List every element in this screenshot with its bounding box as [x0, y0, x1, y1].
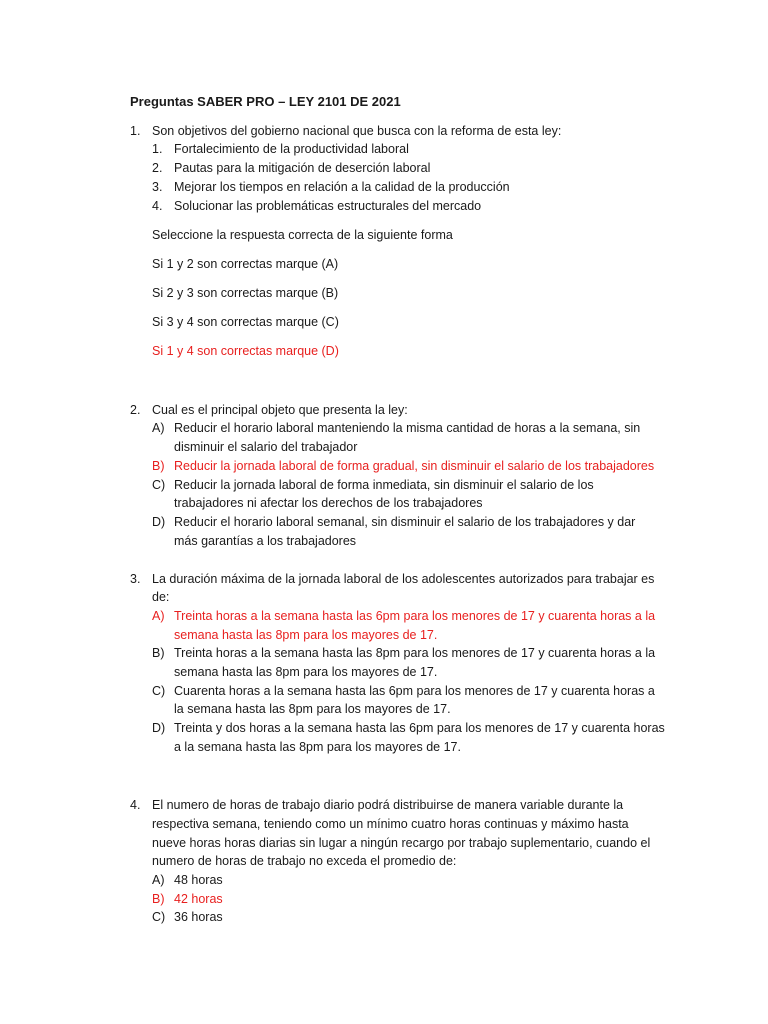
option-letter: A): [152, 873, 165, 887]
list-item-text: Pautas para la mitigación de deserción laboral: [174, 161, 431, 175]
document-title: Preguntas SABER PRO – LEY 2101 DE 2021: [130, 94, 401, 109]
correct-option-text: Reducir la jornada laboral de forma gradual, sin disminuir el salario de los trabajadores: [174, 459, 655, 473]
option-text: Reducir el horario laboral manteniendo la misma cantidad de horas a la semana, sin: [174, 421, 641, 435]
question-number: 4.: [130, 798, 141, 812]
option-text: a la semana hasta las 8pm para los mayores de 17.: [174, 740, 461, 754]
question-text: de:: [152, 590, 170, 604]
option-text: más garantías a los trabajadores: [174, 534, 357, 548]
option-letter: C): [152, 478, 166, 492]
option-text: 48 horas: [174, 873, 223, 887]
list-item-number: 4.: [152, 199, 163, 213]
correct-option-letter: B): [152, 892, 165, 906]
correct-option-text: semana hasta las 8pm para los mayores de 17.: [174, 628, 438, 642]
choice-text: Si 3 y 4 son correctas marque (C): [152, 315, 339, 329]
option-letter: C): [152, 910, 166, 924]
instruction-text: Seleccione la respuesta correcta de la siguiente forma: [152, 228, 453, 242]
choice-text: Si 1 y 2 son correctas marque (A): [152, 257, 339, 271]
list-item-text: Mejorar los tiempos en relación a la calidad de la producción: [174, 180, 510, 194]
correct-option-text: 42 horas: [174, 892, 223, 906]
list-item-number: 3.: [152, 180, 163, 194]
question-number: 2.: [130, 403, 141, 417]
list-item-text: Fortalecimiento de la productividad laboral: [174, 142, 409, 156]
question-number: 3.: [130, 572, 141, 586]
option-text: Treinta y dos horas a la semana hasta las 6pm para los menores de 17 y cuarenta horas: [174, 721, 665, 735]
option-text: Cuarenta horas a la semana hasta las 6pm para los menores de 17 y cuarenta horas a: [174, 684, 655, 698]
option-letter: C): [152, 684, 166, 698]
question-text: numero de horas de trabajo no exceda el promedio de:: [152, 854, 457, 868]
question-text: El numero de horas de trabajo diario podrá distribuirse de manera variable durante la: [152, 798, 624, 812]
question-text: nueve horas horas diarias sin lugar a ningún recargo por trabajo suplementario, cuando el: [152, 836, 651, 850]
list-item-number: 2.: [152, 161, 163, 175]
correct-choice-text: Si 1 y 4 son correctas marque (D): [152, 344, 339, 358]
option-text: semana hasta las 8pm para los mayores de 17.: [174, 665, 438, 679]
option-letter: B): [152, 646, 165, 660]
option-text: Reducir la jornada laboral de forma inmediata, sin disminuir el salario de los: [174, 478, 594, 492]
list-item-text: Solucionar las problemáticas estructurales del mercado: [174, 199, 482, 213]
option-letter: D): [152, 515, 166, 529]
option-text: la semana hasta las 8pm para los mayores de 17.: [174, 702, 451, 716]
option-letter: D): [152, 721, 166, 735]
option-text: disminuir el salario del trabajador: [174, 440, 358, 454]
question-text: respectiva semana, teniendo como un mínimo cuatro horas continuas y máximo hasta: [152, 817, 629, 831]
option-letter: A): [152, 421, 165, 435]
choice-text: Si 2 y 3 son correctas marque (B): [152, 286, 339, 300]
correct-option-text: Treinta horas a la semana hasta las 6pm para los menores de 17 y cuarenta horas a la: [174, 609, 656, 623]
option-text: Reducir el horario laboral semanal, sin disminuir el salario de los trabajadores y dar: [174, 515, 636, 529]
correct-option-letter: A): [152, 609, 165, 623]
option-text: trabajadores ni afectar los derechos de los trabajadores: [174, 496, 483, 510]
correct-option-letter: B): [152, 459, 165, 473]
question-text: La duración máxima de la jornada laboral de los adolescentes autorizados para trabajar es: [152, 572, 655, 586]
option-text: Treinta horas a la semana hasta las 8pm para los menores de 17 y cuarenta horas a la: [174, 646, 656, 660]
question-number: 1.: [130, 124, 141, 138]
question-text: Cual es el principal objeto que presenta la ley:: [152, 403, 408, 417]
option-text: 36 horas: [174, 910, 223, 924]
list-item-number: 1.: [152, 142, 163, 156]
question-text: Son objetivos del gobierno nacional que busca con la reforma de esta ley:: [152, 124, 562, 138]
